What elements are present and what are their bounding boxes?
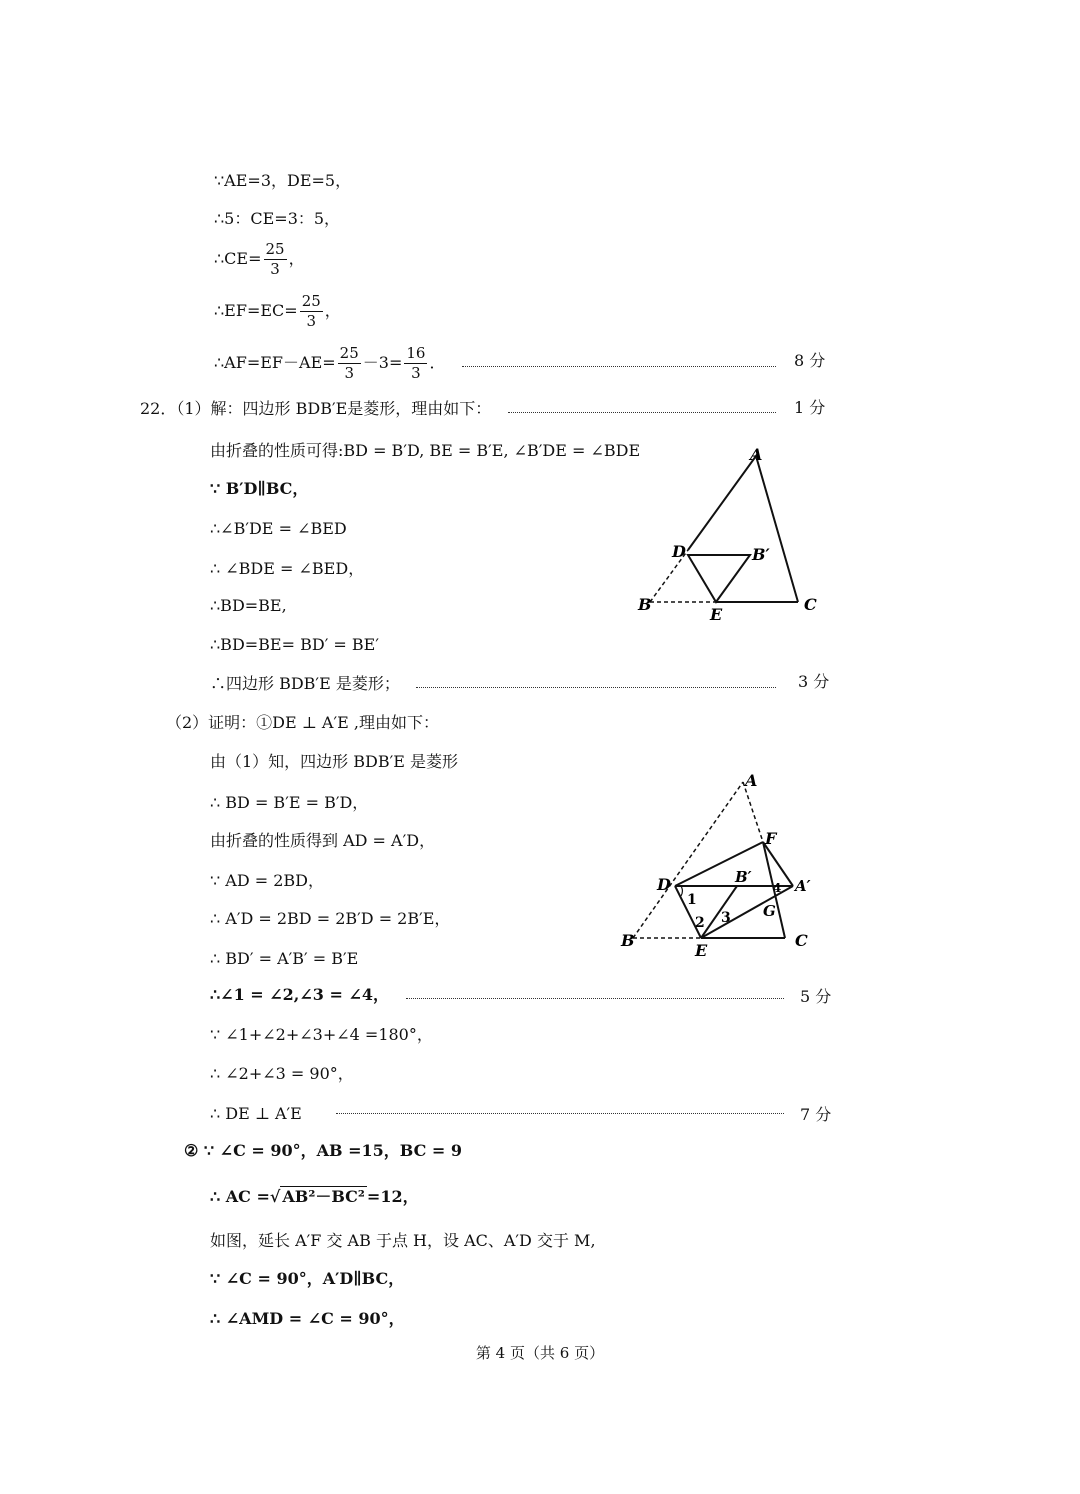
leader-dots [406, 998, 784, 999]
proof-line: ∴ BD = B′E = B′D， [210, 793, 369, 812]
fraction-af-1 [338, 344, 361, 383]
angle-label-3: 3 [721, 910, 731, 926]
proof-line: ∵ B′D∥BC， [210, 479, 309, 498]
score-7: 7 分 [800, 1105, 832, 1124]
fraction-numerator: 25 [301, 292, 321, 310]
part-2-heading: （2）证明：①DE ⊥ A′E ,理由如下： [166, 713, 439, 732]
proof-line: ∴ BD′ = A′B′ = B′E [210, 949, 359, 968]
triangle-figure-2 [615, 770, 825, 960]
line-ce [214, 240, 305, 279]
proof-line: 由折叠的性质得到 AD = A′D， [210, 831, 436, 850]
line-ae-de: ∵AE=3，DE=5， [214, 171, 352, 190]
line-ac-suffix: =12， [366, 1187, 419, 1206]
proof-line: ∴ ∠AMD = ∠C = 90°， [210, 1309, 405, 1328]
line-ac-prefix: ∴ AC = [210, 1187, 270, 1206]
fraction-ef [300, 292, 323, 331]
proof-line: ∴四边形 BDB′E 是菱形； [210, 674, 400, 693]
line-ratio: ∴5：CE=3：5， [214, 209, 341, 228]
label-f: F [765, 829, 777, 848]
question-22-heading: 22．（1）解：四边形 BDB′E是菱形，理由如下： [140, 399, 492, 418]
fraction-numerator: 16 [406, 344, 426, 362]
proof-line: 由（1）知，四边形 BDB′E 是菱形 [210, 752, 459, 771]
fraction-denominator: 3 [306, 312, 317, 330]
line-ce-suffix: ， [288, 249, 305, 268]
proof-line: ∵ ∠C = 90°，A′D∥BC， [210, 1269, 405, 1288]
fraction-ce [264, 240, 287, 279]
proof-line: ∴ ∠2+∠3 = 90°， [210, 1064, 354, 1083]
triangle-figure-1 [630, 440, 830, 630]
fraction-denominator: 3 [344, 364, 354, 382]
leader-dots [462, 366, 776, 367]
line-af [214, 344, 445, 383]
fraction-denominator: 3 [270, 260, 280, 278]
label-a-prime: A′ [795, 877, 811, 895]
leader-dots [336, 1113, 784, 1114]
proof-line: ∴ ∠BDE = ∠BED， [210, 559, 365, 578]
proof-line: ② ∵ ∠C = 90°，AB =15，BC = 9 [184, 1141, 463, 1160]
fraction-af-2 [404, 344, 427, 383]
proof-line: ∵ ∠1+∠2+∠3+∠4 =180°， [210, 1025, 433, 1044]
score-8: 8 分 [794, 351, 826, 370]
line-ef-prefix: ∴EF=EC= [214, 301, 298, 320]
fraction-numerator: 25 [265, 240, 285, 258]
label-b: B [621, 931, 635, 950]
fraction-denominator: 3 [411, 364, 421, 382]
score-5: 5 分 [800, 987, 832, 1006]
score-1: 1 分 [794, 398, 826, 417]
label-c: C [804, 595, 817, 614]
label-a: A [750, 445, 763, 464]
proof-line: ∴BD=BE= BD′ = BE′ [210, 635, 379, 654]
label-g: G [763, 902, 776, 920]
angle-label-1: 1 [687, 892, 697, 908]
label-c: C [795, 931, 808, 950]
label-e: E [695, 941, 708, 960]
label-a: A [745, 771, 758, 790]
label-e: E [710, 605, 723, 624]
proof-line: ∴∠B′DE = ∠BED [210, 519, 347, 538]
angle-label-2: 2 [695, 915, 705, 931]
proof-line: ∴ DE ⊥ A′E [210, 1104, 302, 1123]
proof-line: 如图，延长 A′F 交 AB 于点 H，设 AC、A′D 交于 M, [210, 1231, 596, 1250]
proof-line: ∴∠1 = ∠2,∠3 = ∠4， [210, 985, 390, 1004]
sqrt-sign-icon: √ [269, 1187, 281, 1206]
label-d: D [657, 875, 671, 894]
leader-dots [508, 412, 776, 413]
proof-line-ac [210, 1186, 419, 1208]
proof-line: ∵ AD = 2BD， [210, 871, 324, 890]
score-3: 3 分 [798, 672, 830, 691]
line-ef [214, 292, 341, 331]
label-d: D [672, 542, 686, 561]
page-footer: 第 4 页（共 6 页） [475, 1344, 605, 1362]
line-ef-suffix: ， [324, 301, 341, 320]
proof-line: ∴BD=BE, [210, 596, 287, 615]
line-ce-prefix: ∴CE= [214, 249, 262, 268]
proof-line: ∴ A′D = 2BD = 2B′D = 2B′E， [210, 909, 451, 928]
sqrt-content: AB²－BC² [282, 1187, 365, 1206]
line-af-prefix: ∴AF=EF－AE= [214, 353, 336, 372]
label-b: B [638, 595, 652, 614]
angle-label-4: 4 [773, 881, 782, 895]
proof-line: 由折叠的性质可得:BD = B′D, BE = B′E, ∠B′DE = ∠BDE [210, 441, 641, 460]
label-b-prime: B′ [735, 868, 752, 886]
line-af-suffix: ． [429, 353, 446, 372]
label-b-prime: B′ [752, 545, 770, 564]
line-af-mid: －3= [362, 353, 403, 372]
leader-dots [416, 687, 776, 688]
fraction-numerator: 25 [339, 344, 359, 362]
